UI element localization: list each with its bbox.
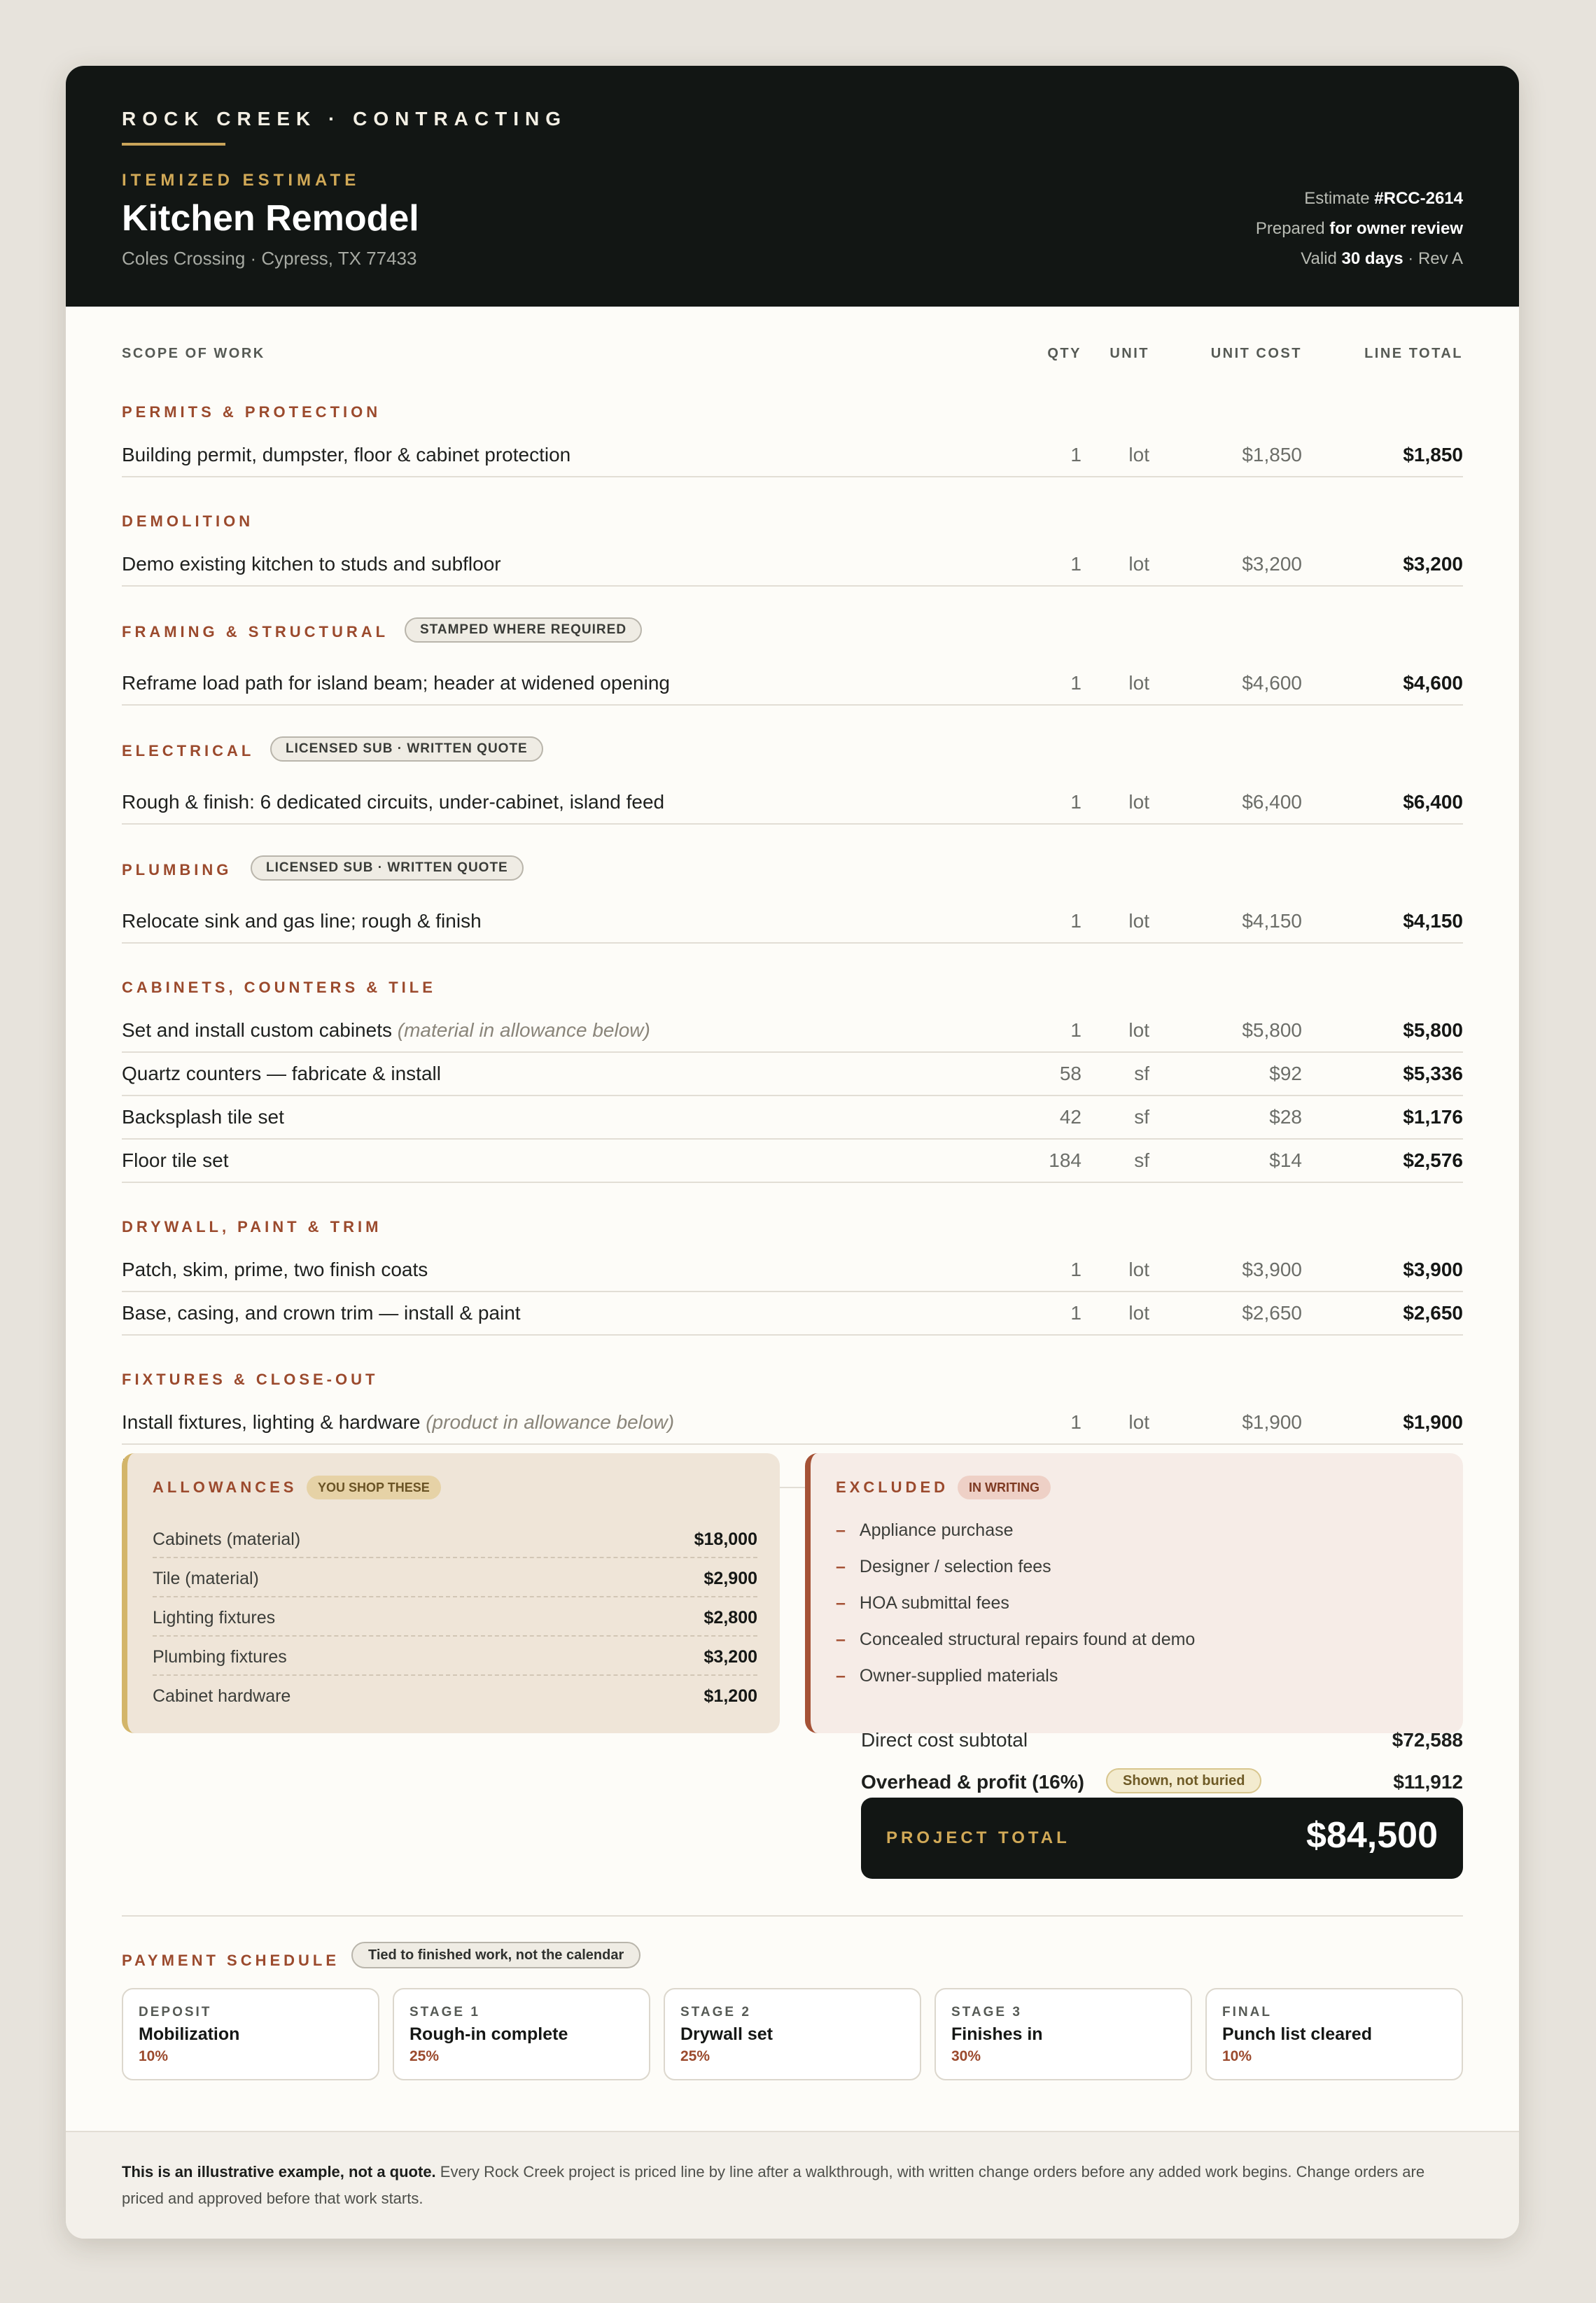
row-description: Patch, skim, prime, two finish coats	[122, 1259, 428, 1280]
payment-schedule-title: PAYMENT SCHEDULE	[122, 1952, 340, 1969]
payment-stage-card	[934, 1988, 1192, 2080]
row-unit: lot	[1128, 1019, 1149, 1041]
dash-icon: –	[836, 1520, 846, 1540]
row-unit-cost: $1,850	[1242, 444, 1302, 465]
row-description: Quartz counters — fabricate & install	[122, 1063, 441, 1084]
stage-name: Drywall set	[680, 2024, 774, 2044]
payment-stage-card	[664, 1988, 921, 2080]
payment-stage-card	[122, 1988, 379, 2080]
table-header	[122, 307, 1463, 395]
section-gap	[122, 825, 1463, 851]
valid-line: Valid 30 days · Rev A	[1301, 249, 1463, 268]
row-description: Floor tile set	[122, 1149, 229, 1171]
col-line-total: LINE TOTAL	[1364, 346, 1463, 361]
row-description: Base, casing, and crown trim — install & paint	[122, 1302, 521, 1324]
section-name: CABINETS, COUNTERS & TILE	[122, 979, 436, 996]
scope-table	[122, 307, 1463, 1488]
allowance-row	[153, 1519, 757, 1558]
section-heading	[122, 504, 1463, 543]
excluded-item: – Appliance purchase	[836, 1520, 1014, 1540]
section-name: DRYWALL, PAINT & TRIM	[122, 1218, 382, 1236]
row-unit-cost: $3,200	[1242, 553, 1302, 575]
table-row	[122, 1009, 1463, 1053]
row-qty: 184	[1049, 1149, 1082, 1171]
table-row	[122, 662, 1463, 706]
row-note: (material in allowance below)	[397, 1019, 650, 1041]
table-row	[122, 900, 1463, 944]
table-row	[122, 1401, 1463, 1445]
row-unit-cost: $2,650	[1242, 1302, 1302, 1324]
allowance-label: Lighting fixtures	[153, 1608, 276, 1628]
section-heading	[122, 1362, 1463, 1401]
stage-label: DEPOSIT	[139, 2005, 212, 2019]
stage-name: Finishes in	[951, 2024, 1043, 2044]
row-qty: 1	[1070, 1411, 1082, 1433]
allowance-label: Cabinets (material)	[153, 1530, 301, 1549]
prepared-line: Prepared for owner review	[1255, 219, 1463, 238]
row-unit: lot	[1128, 672, 1149, 694]
row-line-total: $3,900	[1403, 1259, 1463, 1280]
section-heading	[122, 970, 1463, 1009]
row-note: (product in allowance below)	[426, 1411, 675, 1433]
row-unit: lot	[1128, 553, 1149, 575]
row-unit-cost: $28	[1269, 1106, 1302, 1128]
row-line-total: $1,900	[1403, 1411, 1463, 1433]
dash-icon: –	[836, 1630, 846, 1649]
section-heading	[122, 395, 1463, 434]
allowance-label: Cabinet hardware	[153, 1686, 291, 1706]
subtotal-label: Direct cost subtotal	[861, 1729, 1028, 1751]
project-location: Coles Crossing · Cypress, TX 77433	[122, 248, 417, 269]
row-unit: sf	[1134, 1149, 1149, 1171]
stage-name: Mobilization	[139, 2024, 240, 2044]
section-badge: STAMPED WHERE REQUIRED	[405, 617, 642, 643]
row-line-total: $6,400	[1403, 791, 1463, 813]
row-unit-cost: $3,900	[1242, 1259, 1302, 1280]
project-total-value: $84,500	[1306, 1815, 1438, 1856]
row-line-total: $2,576	[1403, 1149, 1463, 1171]
brand-underline	[122, 143, 225, 146]
allowances-tag: YOU SHOP THESE	[307, 1476, 441, 1499]
section-gap	[122, 1336, 1463, 1362]
row-unit: lot	[1128, 910, 1149, 932]
row-qty: 1	[1070, 672, 1082, 694]
row-line-total: $1,850	[1403, 444, 1463, 465]
table-row	[122, 781, 1463, 825]
stage-percent: 10%	[1222, 2048, 1252, 2064]
row-description: Backsplash tile set	[122, 1106, 284, 1128]
row-line-total: $4,600	[1403, 672, 1463, 694]
row-unit-cost: $4,600	[1242, 672, 1302, 694]
row-qty: 1	[1070, 1302, 1082, 1324]
project-total-label: PROJECT TOTAL	[886, 1828, 1070, 1847]
row-description: Demo existing kitchen to studs and subfloor	[122, 553, 501, 575]
payment-stage-card	[1205, 1988, 1463, 2080]
excluded-title: EXCLUDED	[836, 1478, 949, 1496]
table-row	[122, 1292, 1463, 1336]
row-line-total: $4,150	[1403, 910, 1463, 932]
row-unit: lot	[1128, 791, 1149, 813]
estimate-number-line: Estimate #RCC-2614	[1304, 189, 1463, 208]
row-qty: 1	[1070, 910, 1082, 932]
allowance-row	[153, 1637, 757, 1676]
table-row	[122, 1249, 1463, 1292]
excluded-panel	[805, 1453, 1463, 1733]
row-qty: 58	[1059, 1063, 1082, 1084]
row-unit-cost: $14	[1269, 1149, 1302, 1171]
row-unit: sf	[1134, 1063, 1149, 1084]
table-row	[122, 434, 1463, 477]
row-description: Install fixtures, lighting & hardware (product in allowance below)	[122, 1411, 675, 1433]
row-unit-cost: $5,800	[1242, 1019, 1302, 1041]
row-description: Relocate sink and gas line; rough & finish	[122, 910, 482, 932]
row-qty: 1	[1070, 791, 1082, 813]
document-type: ITEMIZED ESTIMATE	[122, 171, 360, 190]
row-unit: sf	[1134, 1106, 1149, 1128]
row-unit-cost: $1,900	[1242, 1411, 1302, 1433]
stage-percent: 10%	[139, 2048, 169, 2064]
estimate-sheet	[66, 66, 1519, 2239]
section-name: FRAMING & STRUCTURAL	[122, 623, 389, 640]
overhead-value: $11,912	[1393, 1771, 1463, 1793]
section-badge: LICENSED SUB · WRITTEN QUOTE	[270, 736, 543, 762]
section-name: FIXTURES & CLOSE-OUT	[122, 1371, 379, 1388]
dash-icon: –	[836, 1593, 846, 1613]
row-description: Rough & finish: 6 dedicated circuits, under-cabinet, island feed	[122, 791, 665, 813]
section-heading	[122, 732, 1463, 781]
allowance-amount: $2,900	[704, 1569, 757, 1588]
scope-sections	[122, 395, 1463, 1488]
col-scope: SCOPE OF WORK	[122, 346, 265, 361]
excluded-item: – Concealed structural repairs found at demo	[836, 1630, 1196, 1649]
row-description: Reframe load path for island beam; header at widened opening	[122, 672, 670, 694]
row-description: Building permit, dumpster, floor & cabinet protection	[122, 444, 571, 465]
stage-label: STAGE 3	[951, 2005, 1022, 2019]
excluded-item: – Owner-supplied materials	[836, 1666, 1058, 1686]
row-line-total: $5,336	[1403, 1063, 1463, 1084]
disclaimer-footer	[66, 2131, 1519, 2239]
table-row	[122, 543, 1463, 587]
row-line-total: $1,176	[1403, 1106, 1463, 1128]
section-divider	[122, 1915, 1463, 1917]
overhead-tag: Shown, not buried	[1106, 1768, 1261, 1793]
row-qty: 1	[1070, 1259, 1082, 1280]
table-row	[122, 1140, 1463, 1183]
row-unit: lot	[1128, 1411, 1149, 1433]
section-gap	[122, 706, 1463, 732]
section-heading	[122, 1210, 1463, 1249]
excluded-item: – HOA submittal fees	[836, 1593, 1009, 1613]
stage-name: Punch list cleared	[1222, 2024, 1372, 2044]
excluded-item: – Designer / selection fees	[836, 1557, 1051, 1576]
table-row	[122, 1096, 1463, 1140]
allowance-row	[153, 1597, 757, 1637]
dash-icon: –	[836, 1557, 846, 1576]
brand-name: ROCK CREEK · CONTRACTING	[122, 108, 567, 130]
row-qty: 42	[1059, 1106, 1082, 1128]
allowance-label: Tile (material)	[153, 1569, 259, 1588]
allowance-row	[153, 1558, 757, 1597]
stage-percent: 25%	[410, 2048, 440, 2064]
row-unit: lot	[1128, 1259, 1149, 1280]
allowances-title: ALLOWANCES	[153, 1478, 298, 1496]
col-unit: UNIT	[1110, 346, 1149, 361]
row-qty: 1	[1070, 553, 1082, 575]
section-name: DEMOLITION	[122, 512, 254, 530]
row-line-total: $5,800	[1403, 1019, 1463, 1041]
stage-label: FINAL	[1222, 2005, 1272, 2019]
section-gap	[122, 944, 1463, 970]
allowance-amount: $2,800	[704, 1608, 757, 1628]
allowances-panel	[122, 1453, 780, 1733]
project-title: Kitchen Remodel	[122, 198, 419, 239]
project-total-box	[861, 1798, 1463, 1879]
row-unit-cost: $6,400	[1242, 791, 1302, 813]
stage-percent: 25%	[680, 2048, 710, 2064]
section-name: PERMITS & PROTECTION	[122, 403, 382, 421]
allowance-label: Plumbing fixtures	[153, 1647, 287, 1667]
row-unit-cost: $92	[1269, 1063, 1302, 1084]
estimate-meta	[1256, 183, 1463, 274]
row-unit-cost: $4,150	[1242, 910, 1302, 932]
excluded-tag: IN WRITING	[958, 1476, 1051, 1499]
row-qty: 1	[1070, 1019, 1082, 1041]
allowance-row	[153, 1676, 757, 1715]
stage-percent: 30%	[951, 2048, 981, 2064]
disclaimer-text: Every Rock Creek project is priced line by line after a walkthrough, with written change orders before any added work begins. Change orders are priced and approved before that work starts.	[122, 2163, 1425, 2207]
section-gap	[122, 1183, 1463, 1210]
overhead-label: Overhead & profit (16%)	[861, 1771, 1084, 1793]
row-unit: lot	[1128, 1302, 1149, 1324]
section-heading	[122, 613, 1463, 662]
allowance-amount: $18,000	[694, 1530, 757, 1549]
allowance-amount: $1,200	[704, 1686, 757, 1706]
payment-schedule-tag: Tied to finished work, not the calendar	[351, 1942, 640, 1968]
stage-label: STAGE 2	[680, 2005, 751, 2019]
subtotal-value: $72,588	[1392, 1729, 1463, 1751]
disclaimer-lead: This is an illustrative example, not a quote.	[122, 2163, 436, 2180]
col-qty: QTY	[1047, 346, 1082, 361]
dash-icon: –	[836, 1666, 846, 1686]
table-row	[122, 1053, 1463, 1096]
estimate-header	[66, 66, 1519, 307]
stage-name: Rough-in complete	[410, 2024, 568, 2044]
row-qty: 1	[1070, 444, 1082, 465]
row-line-total: $3,200	[1403, 553, 1463, 575]
stage-label: STAGE 1	[410, 2005, 480, 2019]
section-gap	[122, 587, 1463, 613]
section-badge: LICENSED SUB · WRITTEN QUOTE	[251, 855, 524, 881]
col-unit-cost: UNIT COST	[1210, 346, 1302, 361]
section-heading	[122, 851, 1463, 900]
allowance-amount: $3,200	[704, 1647, 757, 1667]
section-gap	[122, 477, 1463, 504]
row-description: Set and install custom cabinets (material in allowance below)	[122, 1019, 650, 1041]
estimate-number: #RCC-2614	[1374, 189, 1463, 208]
row-line-total: $2,650	[1403, 1302, 1463, 1324]
section-name: PLUMBING	[122, 861, 232, 878]
payment-stage-card	[393, 1988, 650, 2080]
row-unit: lot	[1128, 444, 1149, 465]
section-name: ELECTRICAL	[122, 742, 255, 760]
